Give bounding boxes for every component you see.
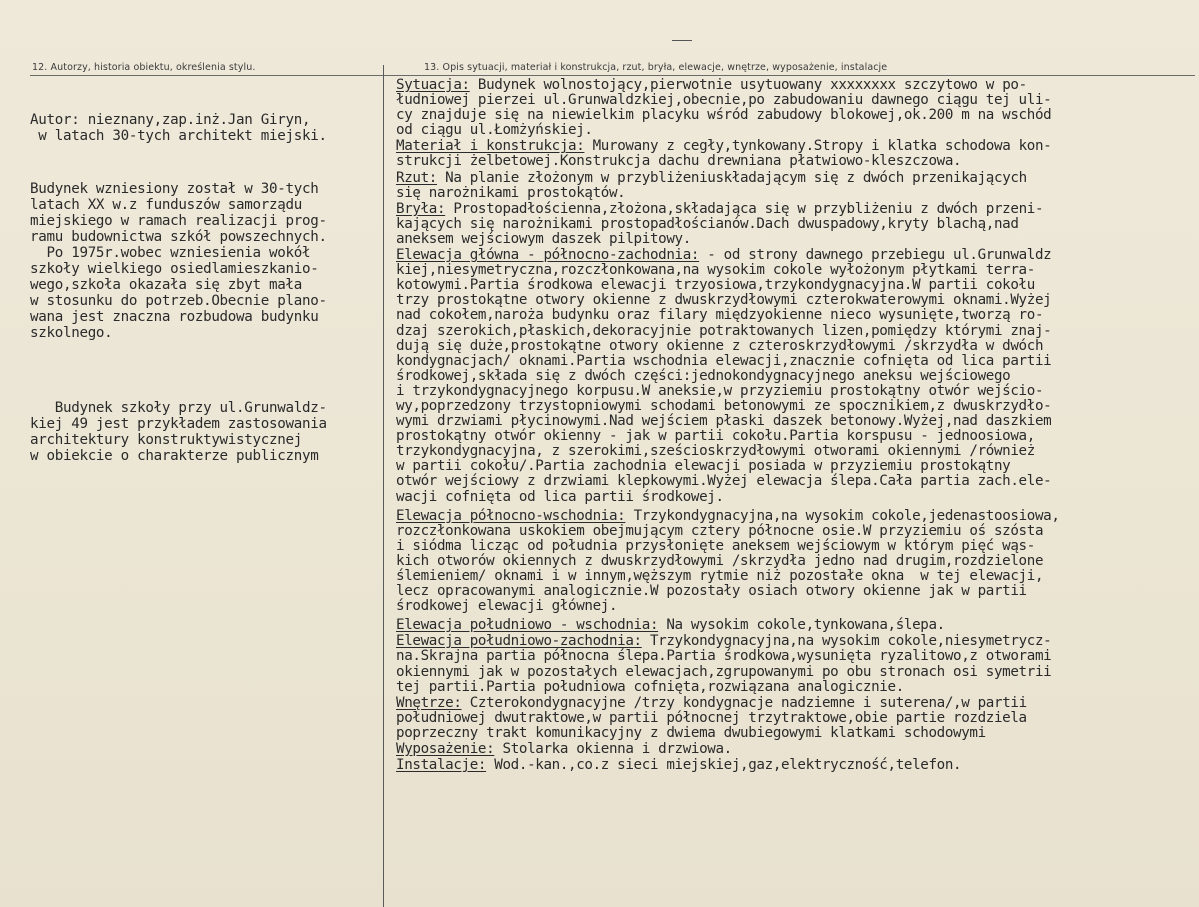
- description-column: [396, 78, 1196, 774]
- section-heading: Elewacja południowo - wschodnia:: [396, 617, 659, 634]
- section-text: Murowany z cegły,tynkowany.Stropy i klatka schodowa kon- strukcji żelbetowej.Konstrukcja dachu drewniana płatwiowo-kleszczowa.: [396, 138, 1052, 170]
- section-text: Na wysokim cokole,tynkowana,ślepa.: [658, 617, 945, 634]
- history-paragraph: Budynek wzniesiony został w 30-tych latach XX w.z funduszów samorządu miejskiego w ramach realizacji prog- ramu budownictwa szkół powszechnych. Po 1975r.wobec wzniesienia wokół szkoły wielkiego osiedlamieszkanio- wego,szkoła okazała się zbyt mała w stosunku do potrzeb.Obecnie plano- wana jest znaczna rozbudowa budynku szkolnego.: [30, 181, 327, 341]
- section-text: Czterokondygnacyjne /trzy kondygnacje nadziemne i suterena/,w partii południowej dwutraktowe,w partii północnej trzytraktowe,obie partie rozdziela poprzeczny trakt komunikacyjny z dwiema dwubiegowymi klatkami schodowymi: [396, 694, 1027, 741]
- section-heading: Elewacja południowo-zachodnia:: [396, 633, 642, 650]
- section-block: [396, 171, 1196, 201]
- column-divider: [383, 65, 384, 907]
- field-13-heading: 13. Opis sytuacji, materiał i konstrukcja, rzut, bryła, elewacje, wnętrze, wyposażenie, instalacje: [424, 62, 888, 73]
- section-block: [396, 139, 1196, 169]
- section-heading: Sytuacja:: [396, 77, 470, 93]
- section-heading: Bryła:: [396, 200, 446, 217]
- section-heading: Elewacja główna - północno-zachodnia:: [396, 247, 700, 264]
- authors-paragraph: Autor: nieznany,zap.inż.Jan Giryn, w latach 30-tych architekt miejski.: [30, 112, 327, 144]
- top-mark: [672, 40, 692, 41]
- section-text: Trzykondygnacyjna,na wysokim cokole,niesymetrycz- na.Skrajna partia północna ślepa.Partia środkowa,wysunięta ryzalitowo,z otworami okiennymi jak w pozostałych elewacjach,zgrupowanymi po obu stronach osi symetrii tej partii.Partia południowa cofnięta,rozwiązana analogicznie.: [396, 633, 1052, 695]
- section-heading: Wyposażenie:: [396, 741, 495, 758]
- section-block: [396, 618, 1196, 633]
- field-12-heading: 12. Autorzy, historia obiektu, określenia stylu.: [32, 62, 256, 73]
- section-block: [396, 509, 1196, 615]
- section-block: [396, 758, 1196, 773]
- section-text: Budynek wolnostojący,pierwotnie usytuowany xxxxxxxx szczytowo w po- łudniowej pierzei ul.Grunwaldzkiej,obecnie,po zabudowaniu dawnego ciągu tej uli- cy znajduje się na niewielkim placyku wśród zabudowy blokowej,ok.200 m na wschód od ciągu ul.Łomżyńskiej.: [396, 77, 1052, 139]
- section-heading: Materiał i konstrukcja:: [396, 138, 585, 155]
- section-text: Stolarka okienna i drzwiowa.: [494, 741, 732, 758]
- section-heading: Rzut:: [396, 169, 437, 186]
- section-text: Trzykondygnacyjna,na wysokim cokole,jedenastoosiowa, rozczłonkowana uskokiem obejmującym cztery północne osie.W przyziemiu oś szósta i siódma licząc od południa przysłonięte aneksem wejściowym w którym pięć wąs- kich otworów okiennych z dwuskrzydłowymi /skrzydła jedno nad drugim,rozdzielone ślemieniem/ oknami i w innym,węższym rytmie niż pozostałe okna w tej elewacji, lecz opracowanymi analogicznie.W pozostały osiach otwory okienne jak w partii środkowej elewacji głównej.: [396, 507, 1060, 615]
- section-text: Wod.-kan.,co.z sieci miejskiej,gaz,elektryczność,telefon.: [486, 757, 962, 774]
- section-text: Na planie złożonym w przybliżeniuskładającym się z dwóch przenikających się narożnikami prostokątów.: [396, 169, 1027, 201]
- left-column: [30, 80, 382, 501]
- section-block: [396, 202, 1196, 247]
- section-block: [396, 248, 1196, 505]
- header-rule: [30, 75, 1195, 76]
- section-heading: Instalacje:: [396, 757, 487, 774]
- section-block: [396, 696, 1196, 741]
- section-block: [396, 78, 1196, 138]
- section-text: Prostopadłościenna,złożona,składająca się w przybliżeniu z dwóch przeni- kających się narożnikami prostopadłościanów.Dach dwuspadowy,kryty blachą,nad aneksem wejściowym daszek pilpitowy.: [396, 200, 1044, 247]
- section-block: [396, 634, 1196, 694]
- section-block: [396, 742, 1196, 757]
- style-paragraph: Budynek szkoły przy ul.Grunwaldz- kiej 49 jest przykładem zastosowania architektury konstruktywistycznej w obiekcie o charakterze publicznym: [30, 400, 327, 464]
- section-text: - od strony dawnego przebiegu ul.Grunwaldz kiej,niesymetryczna,rozczłonkowana,na wysokim cokole wyłożonym płytkami terra- kotowymi.Partia środkowa elewacji trzyosiowa,trzykondygnacyjna.W partii cokołu trzy prostokątne otwory okienne z dwuskrzydłowymi czterokwaterowymi oknami.Wyżej nad cokołem,naroża budynku oraz filary międzyokienne nieco wysunięte,tworzą ro- dzaj szerokich,płaskich,dekoracyjnie potraktowanych lizen,pomiędzy którymi znaj- dują się duże,prostokątne otwory okienne z czteroskrzydłowymi /skrzydła w dwóch kondygnacjach/ oknami.Partia wschodnia elewacji,znacznie cofnięta od lica partii środkowej,składa się z dwóch części:jednokondygnacyjnego aneksu wejściowego i trzykondygnacyjnego korpusu.W aneksie,w przyziemiu prostokątny otwór wejścio- wy,poprzedzony trzystopniowymi schodami betonowymi ze spocznikiem,z dwuskrzydło- wymi drzwiami płycinowymi.Nad wejściem płaski daszek betonowy.Wyżej,nad daszkiem prostokątny otwór okienny - jak w partii cokołu.Partia korspusu - jednoosiowa, trzykondygnacyjna, z szerokimi,sześcioskrzydłowymi otworami okiennymi /również w partii cokołu/.Partia zachodnia elewacji posiada w przyziemiu prostokątny otwór wejściowy z drzwiami klepkowymi.Wyżej elewacja ślepa.Cała partia zach.ele- wacji cofnięta od lica partii środkowej.: [396, 247, 1052, 505]
- section-heading: Wnętrze:: [396, 694, 462, 711]
- section-heading: Elewacja północno-wschodnia:: [396, 507, 626, 524]
